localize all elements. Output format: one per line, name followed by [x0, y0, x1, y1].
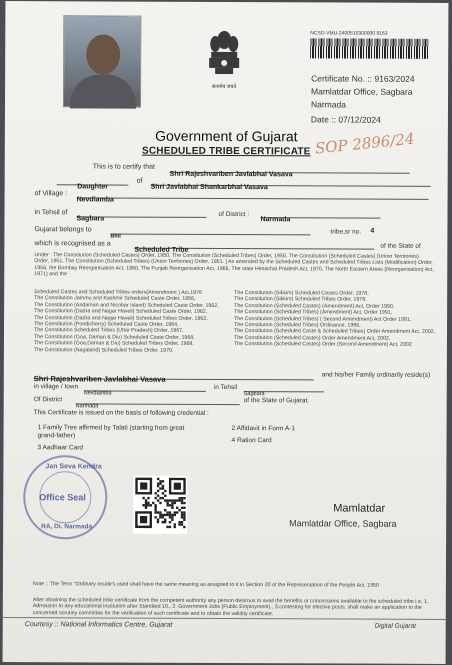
recognised-value: Scheduled Tribe: [134, 246, 189, 254]
under-paragraph: Under : The Constitution (Scheduled Castes) Order, 1950, The Constitution (Scheduled Tribes) Order, 1950, The Constitution (Scheduled Castes) (Union Territories) Order, 1951, The Constitution (Scheduled Tribes) (Union Territories) Order, 1951. [ As amended by the Scheduled Castes and Scheduled Tribes Lists (Modification) Order, 1956, the Bombay Reorganisation Act, 1960, The Punjab Reorganisation Act, 1966, The state Himachal Pradesh Act, 1970, The North Eastern Areas (Reorganisation) Act, 1971) and the: [34, 252, 434, 278]
act-item: The Constitution (Scheduled Castes) (Amendment) Act, Order 1990,: [234, 302, 395, 310]
act-item: The Constitution (Nagaland) Scheduled Tribes Order, 1970.: [33, 346, 174, 354]
credential-item: 4 Ration Card: [231, 437, 272, 445]
act-item: The Constitution (Sikkim) Scheduled Castes Order, 1978,: [234, 290, 369, 297]
belongs-label: Gujarat belongs to: [34, 226, 92, 234]
district-label: of District :: [218, 210, 250, 219]
page-title: Government of Gujarat: [155, 127, 298, 145]
office-seal: [23, 455, 107, 539]
emblem-caption: सत्यमेव जयते: [211, 83, 237, 91]
resident-name-field: [33, 368, 314, 384]
act-item: The Constitution (Scheduled Tribes) (Amendment) Act, Order 1991,: [234, 309, 393, 316]
res-district-field: [75, 394, 240, 410]
act-item: The Constitution (Goa, Daman & Diu) Scheduled Caste Order, 1968,: [33, 334, 195, 341]
recognised-field: [134, 239, 374, 254]
res-district-label: Of District: [33, 396, 63, 404]
certificate-page: [3, 1, 449, 664]
tehsil-value: Sagbara: [76, 215, 105, 223]
res-tehsil-value: Sagbara: [243, 391, 265, 398]
state-suffix: of the State of: [380, 242, 421, 250]
res-village-field: [83, 381, 206, 397]
credential-item: 1 Family Tree affirmed by Talati (starting from great grand-father): [37, 424, 185, 440]
seal-center-text: Office Seal: [39, 492, 86, 503]
act-item: The Constitution (Scheduled Castes) Order Amendment Act, 2002,: [233, 334, 391, 342]
village-label: of Village :: [34, 190, 68, 198]
district-field: [260, 208, 380, 224]
signatory-title: Mamlatdar: [333, 502, 386, 515]
village-field: [76, 188, 429, 204]
reside-suffix: and his/her Family ordinarily reside(s): [321, 371, 431, 379]
village-value: Nevdiamba: [76, 196, 114, 204]
seal-bottom-text: RA, Di. Narmada: [41, 523, 93, 531]
name-field: [169, 163, 410, 179]
res-village-value: Nevdiamba: [83, 390, 112, 397]
act-item: The Constitution (Andaman and Nicobar Island) Scheduled Caste Order, 1962,: [34, 301, 219, 309]
act-item: The Constitution (Pondicherry) Scheduled Caste Order, 1964,: [34, 321, 179, 328]
applicant-name: Shri Rajeshvariben Javlabhai Vasava: [169, 170, 293, 179]
res-tehsil-field: [243, 382, 324, 398]
barcode-number: NCSD-VMU-2400510300000 9163: [310, 30, 388, 37]
act-item: The Constitution (Dadra and Nagar Haveli) Scheduled Tribes Order, 1962,: [34, 314, 208, 322]
certificate-number: Certificate No. :: 9163/2024: [311, 73, 415, 84]
parent-field: [150, 176, 431, 192]
acts-right-list: [234, 290, 438, 349]
tribe-field: [110, 224, 310, 240]
courtesy-text: Courtesy :: National Informatics Centre, Gujarat: [24, 621, 173, 629]
act-item: The Constitution (Scheduled Castes) Order (Second Amendment) Act, 2002: [233, 341, 412, 349]
handwritten-note: SOP 2896/24: [314, 129, 416, 158]
res-tehsil-label: in Tehsil: [213, 383, 238, 392]
tehsil-label: in Tehsil of: [34, 209, 68, 217]
certificate-subtitle: SCHEDULED TRIBE CERTIFICATE: [141, 145, 311, 158]
after-paragraph: After obtaining the scheduled tribe certificate from the competent authority any person desirous to avail the benefits or concessions available to the scheduled tribe i.e. 1. Admission to any educational institution after Standard 10., 2. Government Jobs (Public Employment)., 3.contesting for elective posts, shall make an application to the concerned scrutiny committee for the verification of such certificate and to obtain the validity certificate.: [32, 597, 429, 618]
acts-left-list: [34, 289, 230, 354]
tribe-sr-value: 4: [370, 227, 375, 235]
act-item: The Constitution Jammu and Kashmir Scheduled Caste Order, 1956,: [34, 295, 196, 303]
district-value: Narmada: [260, 216, 291, 224]
act-item: The Constitution (Scheduled Caste & Scheduled Tribes) Order Amendment Act, 2002,: [233, 328, 436, 336]
act-item: Scheduled Castes and Scheduled Tribes orders(Amendment ) Act,1976: [34, 289, 203, 296]
act-item: The Constitution (Goa,Daman & Diu) Scheduled Tribes Order, 1968,: [33, 340, 194, 348]
res-state-label: of the State of Gujarat.: [243, 397, 310, 405]
issuing-office: Mamlatdar Office, Sagbara: [311, 86, 413, 97]
note-text: Note :: The Term "Ordinary reside's used shall have the same meaning as assigned to it in Section 20 of the Representation of the People Act, 1950: [32, 581, 379, 589]
res-village-label: in village / town: [33, 383, 79, 391]
resident-name: Shri Rajeshvariben Javlabhai Vasava: [33, 374, 166, 384]
credential-item: 3 Aadhaar Card: [37, 444, 84, 452]
act-item: The Constitution (Sikkim) Scheduled Tribes Order, 1978,: [234, 296, 367, 304]
issue-date: Date :: 07/12/2024: [310, 114, 381, 125]
parent-name: Shri Javlabhai Shankarbhai Vasava: [150, 183, 268, 192]
relation-value: Daughter: [77, 183, 109, 191]
digital-gujarat-text: Digital Gujarat: [374, 622, 416, 630]
certificate-info: [311, 72, 415, 126]
recognised-label: which is recognised as a: [34, 240, 111, 248]
relation-field: [57, 175, 129, 191]
res-district-value: Narmada: [75, 403, 99, 410]
tribe-value: Bhil: [110, 233, 121, 240]
act-item: The Constitution (Scheduled Tribes) ( Second Amendment) Act Order 1991,: [234, 315, 412, 323]
signatory-office: Mamlatdar Office, Sagbara: [289, 518, 397, 529]
credentials-intro: This Certificate is issued on the basis of following credential :: [33, 409, 209, 417]
state-emblem-icon: [201, 28, 247, 90]
tehsil-field: [76, 207, 207, 223]
act-item: The Constitution (Dadra and Nagar Haveli) Scheduled Caste Order, 1962,: [34, 308, 208, 316]
act-item: The Constitution (Scheduled Tribes) Ordinance, 1996,: [234, 322, 361, 329]
certify-intro: This is to certify that: [92, 163, 155, 171]
seal-top-text: Jan Seva Kendra: [45, 463, 102, 471]
tribe-sr-label: tribe,sr no.: [330, 228, 362, 236]
qr-code-icon: [133, 476, 187, 534]
credential-item: 2 Affidavit in Form A-1: [231, 425, 296, 433]
of-label: of: [136, 177, 143, 185]
issuing-district: Narmada: [310, 99, 346, 110]
act-item: The Constitution Scheduled Tribes (Uttar Pradesh) Order, 1967,: [33, 327, 184, 335]
barcode: [310, 38, 428, 59]
applicant-photo: [63, 15, 141, 107]
